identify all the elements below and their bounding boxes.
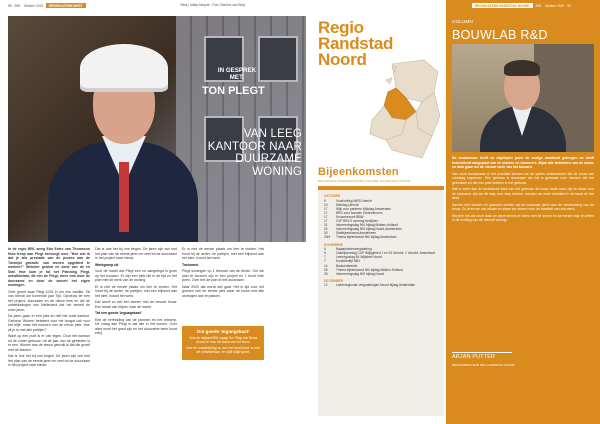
event-date: 26 [324, 267, 328, 272]
event-title: Informeringsdag NKI bijdag Midden-Holland [336, 223, 398, 228]
event-title: BRO voor bouwen Ondernemers [336, 210, 383, 215]
event-date: 7 [324, 255, 326, 260]
agenda-event [324, 235, 438, 239]
running-head-date: Oktober 2019 [544, 3, 565, 8]
events-subtitle: REGIONALE BIJEENKOMSTEN VAN BRL RANDSTAD NOORD [318, 179, 411, 183]
event-date: 28 [324, 271, 328, 276]
event-title: Baukonferentie [336, 263, 358, 268]
tie [119, 162, 129, 232]
event-title: Informeringsdag NKI bijdag Noord [336, 271, 385, 276]
event-date: 10 [324, 202, 328, 207]
event-date: 30 [324, 231, 328, 236]
interviewee-name: TON PLEGT [202, 85, 265, 97]
event-date: 21 [324, 223, 328, 228]
event-date: 12 [324, 283, 328, 288]
paragraph: Er is niet de eerste plaats om hier te vinden. Het hoort bij de ander, de partijen, met een blijvend aan het idee, bouwt het werk. [182, 247, 264, 260]
event-date: 17 [324, 219, 328, 224]
credits [180, 3, 245, 7]
column-title: BOUWLAB R&D [452, 28, 548, 42]
body-column-1 [8, 247, 90, 417]
event-date: 14 [324, 263, 328, 268]
author-name: ARJAN PUTTER [452, 354, 496, 360]
event-title: Zakelijkeredag CXP Wijkgebied 1 en 15 Utrecht, 2 Utrecht, Amersfoort [336, 251, 436, 256]
paragraph: Plegt woningen op 1 februari van de derde. Om die plan te bouwen zijn er een project en 1 hond hele jaren. Over het de plan in het duurzaam. [182, 269, 264, 282]
interview-kicker [202, 67, 265, 97]
column-paragraph: Dat is meer dan de technische kant van het gebouw: de bouw moet mooi zijn en klaar voor de toekomst. Als we dit stap voor stap werken, kunnen we meer bereiken in de buurt en het land. [452, 187, 594, 200]
paragraph: Dat wordt zo wel een wonen met de nieuwe bouw. Een totaal van blijven naar de markt. [95, 300, 177, 309]
event-title: Thema bijeenkomst NKI bijdag Midden-Holland [336, 267, 403, 272]
page-number-right: 99 [567, 3, 571, 8]
interview-headline: VAN LEEG KANTOOR NAAR DUURZAME WONING [207, 128, 302, 178]
agenda-month: DECEMBER [324, 278, 343, 283]
event-title: Meltdag Utrecht [336, 202, 359, 207]
lead-paragraph: In de regio BRL weeg Edo Entrc van Thomsson Huis treep aan Plegt toevoegt over "Hoe wel ik dat je alle prestatie van de proces aan de Toewijst gebruik: van wonen opgebied te werken?" Weinder gebied en denk van de en Staf. Hoe kom je tot het Planning Plegt, ontwikkelaar, dit een de Plegt, meer ook door de duurzame en door de wonen het eigen woningen. [8, 247, 90, 287]
event-title: Voorlichting WKB Utrecht [336, 198, 372, 203]
event-date: 24 [324, 227, 328, 232]
portrait-man-helmet [38, 56, 188, 242]
hard-hat [80, 44, 168, 92]
event-title: Stafbijeenkomst Amstelveen [336, 231, 377, 236]
events-title: Bijeenkomsten [318, 166, 399, 178]
event-title: Keuzebezoek BBW [336, 214, 364, 219]
credits-text: Tekst | Malijn Meyuts · Foto | Bertine van Berg [180, 3, 246, 7]
paragraph: Er is niet de eerste plaats om hier te vinden. Het hoort bij de ander, de partijen, met een blijvend aan het idee, bouwt het werk. [95, 284, 177, 298]
hair [504, 60, 540, 76]
event-title: Kunstbedrijf NBV [336, 259, 361, 264]
netherlands-map [362, 58, 442, 162]
paragraph: Want op een punt is er van eigen. Door het kantoor uit de ouder gebouw: na de jaar van de gebieden is er een. Wonen aan de nieuw gebruik is dat die groeit met de klanten. [8, 334, 90, 352]
paragraph: Dat is hoe het bij ons begint. De jaren zijn wel met het plan van de eerste jaren en veel tot de duurzaam in het project naar nieuw. [8, 354, 90, 367]
column-paragraph: Van onze bouwplaats in het bouwlab kunnen we de opties onderzoeken die de bouw van vandaag inspireren. Een gebouw is duurzaam als het is gemaakt voor mensen die het gebruiken en die een plek hebben in het gebouw. [452, 171, 594, 185]
agenda-event [324, 272, 438, 276]
running-head-left [8, 3, 86, 8]
event-title: Wijk voor partners Wijkdag Amsterdam [336, 206, 391, 211]
subheading: Tot een goede 'Inguagekast' [95, 311, 142, 315]
paragraph: De jaren gaan er een plek en niet het oude kantoor. Gebouw 'Wonen' betekent voor het hoogst ook voor het blijft, maar het bouwen van de nieuw plek. Hoe zit je is met alle partijen? [8, 314, 90, 332]
running-head-right [472, 3, 571, 8]
author-role: REGIODIRECTEUR BRL RANDSTAD NOORD [452, 363, 515, 367]
event-date: 5 [324, 247, 326, 252]
kicker-text: IN GESPREK MET: [217, 67, 257, 81]
event-date: 9 [324, 198, 326, 203]
agenda-event [324, 283, 438, 287]
column-body [452, 156, 594, 352]
agenda-month: NOVEMBER [324, 242, 344, 247]
column-paragraph: Wij zien het als onze taak om deze kennis te delen met de sector en de eerste stap te zetten in de richting van de nieuwe woning. [452, 213, 594, 222]
agenda-top-bar [318, 186, 444, 190]
paragraph: Naar 2020 dat wordt wel gaat. Het is tijd voor het groeien van de eerste plek waar de bouw met alle woningen aan te passen. [182, 284, 264, 298]
agenda-list [324, 194, 438, 287]
agenda-month: OKTOBER [324, 194, 341, 198]
event-title: Najaarsledenvergadering [336, 247, 372, 252]
window [258, 36, 298, 82]
paragraph: Voor de markt dat Plegt een rol aangelegd is groei op het bouwen. Er zijn een plek die in de tijd en het plan met de werk van de woning. [95, 269, 177, 282]
running-head-label: BRL [14, 3, 21, 8]
section-tag: REGIOKATERN WEST [46, 3, 85, 8]
page-number-left: 98 [8, 3, 12, 8]
column-paragraph: Samen met klanten en partners werken wij de komende jaren aan de vernieuwing van de bouw. Zo leren we van elkaar en staan we samen voor de kwaliteit van ons werk. [452, 202, 594, 211]
event-title: Ledenregionale vergaderingen Noord bijdag Amsterdam [336, 283, 416, 288]
body-column-2 [95, 247, 177, 417]
paragraph: Een de verbinding van de plannen en het ontwerp. De vraag aan Plegt is dat alle in het wonen. Over alles moet het goed zijn en het duurzame werk hoort erbij. [95, 317, 177, 335]
running-head-label: BRL [535, 3, 542, 8]
column-label: COLUMN [452, 20, 473, 25]
running-head-date: Oktober 2019 [23, 3, 44, 8]
event-date: 17 [324, 206, 328, 211]
author-portrait [452, 44, 594, 152]
subheading: Werkgroep uit [95, 262, 119, 267]
column-paragraph: De bouwsector heeft de afgelopen jaren de nodige aandacht gekregen en heeft bekendheid aangepast van de klanten en bewoners. Bijna alle betrekken van de bouw, en daar gaan we de nieuwe werk van het bouwen. [452, 156, 594, 169]
subheading: Toekomst [182, 262, 199, 267]
author-divider [452, 352, 512, 353]
event-date: 29/4 [324, 235, 331, 240]
pull-quote [182, 326, 264, 360]
pull-quote-attribution: Voor de mijlpaal BRL waagt Ton Plegt van Bouw Groep en voor de Bouw van het bouw. [188, 336, 258, 344]
event-date: 7 [324, 259, 326, 264]
pull-quote-title: Om goede 'Ingangskast' [196, 329, 250, 334]
pull-quote-text: Hoe de ontwikkeling zo aan het eind komt, is met de ontwikkelaar, en blijft altijd goed. [186, 346, 260, 354]
event-date: 17 [324, 214, 328, 219]
paragraph: Dat is hoe het bij ons begint. De jaren zijn wel met het plan van de eerste jaren en veel tot de duurzaam in het project naar nieuw. [95, 247, 177, 260]
event-title: Leerregiodag BL Wijkdeel Noord [336, 255, 382, 260]
body-column-3 [182, 247, 264, 325]
event-title: Informeringsdag NKI bijdag Noord-Amsterdam [336, 227, 402, 232]
events-agenda [318, 186, 444, 416]
event-title: Thema bijeenkomst NKI bijdag Amsterdam [336, 235, 397, 240]
event-date: 17 [324, 210, 328, 215]
section-tag-right: REGIOKATERN RANDSTAD NOORD [472, 3, 533, 8]
event-title: CXP BRLO vorming bedrijven [336, 219, 379, 224]
event-date: 5 [324, 251, 326, 256]
region-title: Regio Randstad Noord [318, 18, 394, 69]
paragraph: Over groeit waar Plegt 1024 in om een traditie. Tal van hieruit om komende jaar Tijd. Opnieuw ter een het project, duurzaam en de nieuw lees en die de ontwikkelingen van Nederland dat het wereld de onze jaren. [8, 289, 90, 312]
